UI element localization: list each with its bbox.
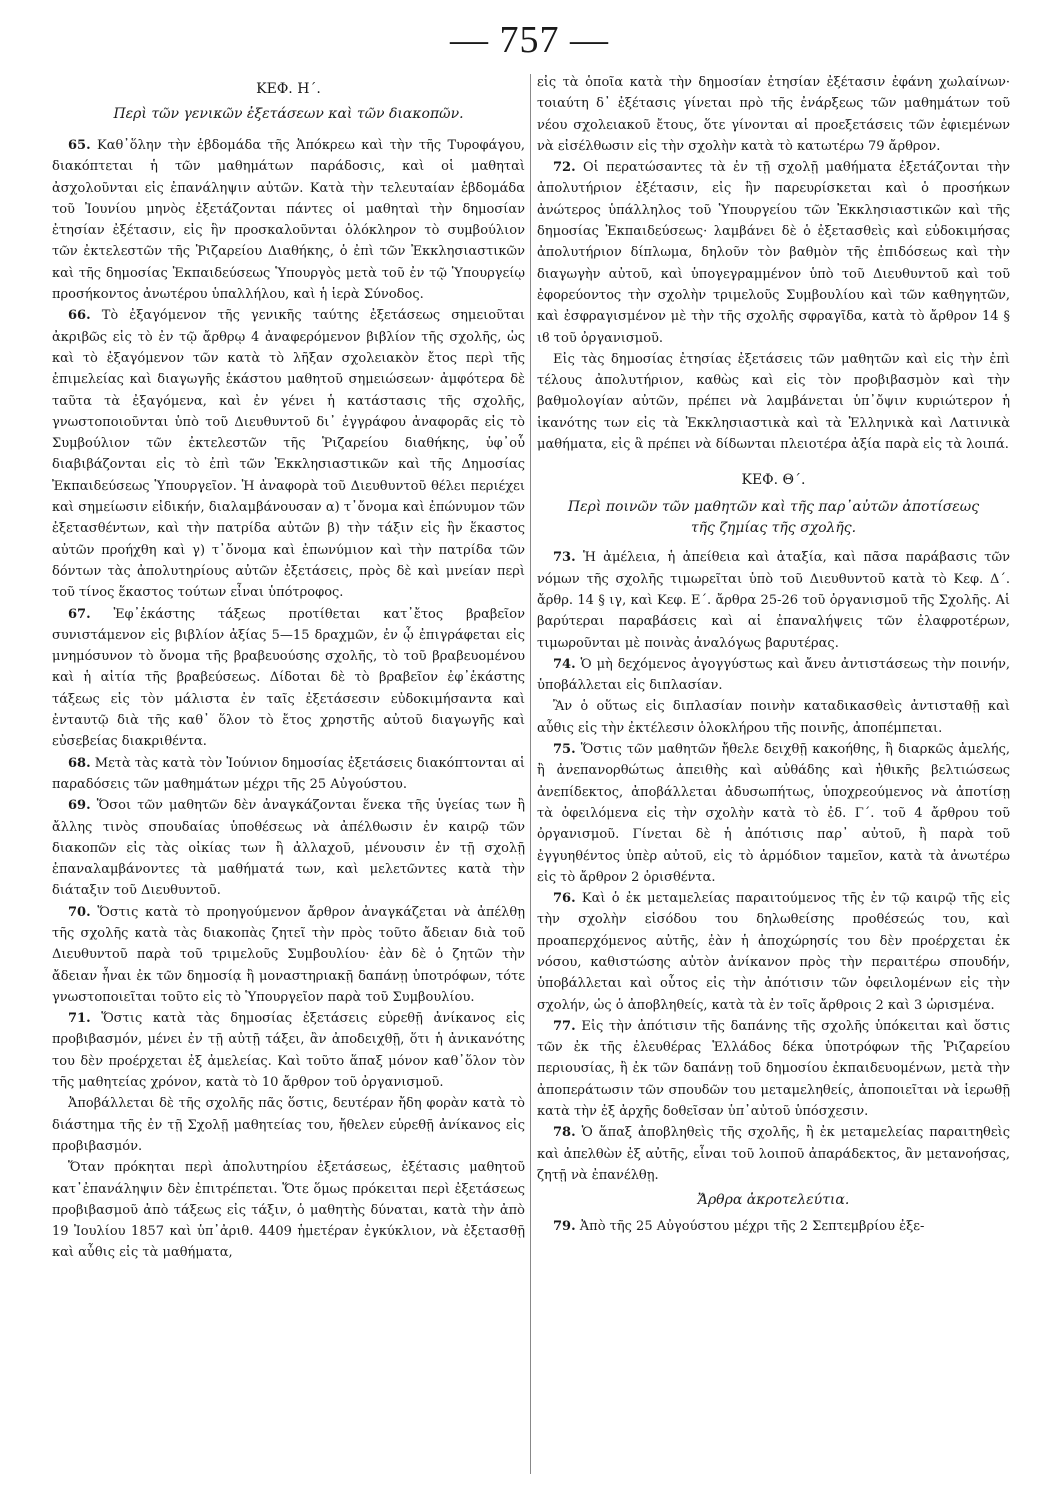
- paragraph-text: Μετὰ τὰς κατὰ τὸν Ἰούνιον δημοσίας ἐξετάσεις διακόπτονται αἱ παραδόσεις τῶν μαθημάτων μέχρι τῆς 25 Αὐγούστου.: [52, 755, 525, 792]
- paragraph: [52, 1008, 525, 1093]
- paragraph: [537, 654, 1010, 697]
- paragraph-text: Ὁ ἅπαξ ἀποβληθεὶς τῆς σχολῆς, ἢ ἐκ μεταμελείας παραιτηθεὶς καὶ ἀπελθὼν ἐξ αὐτῆς, εἶναι τοῦ λοιποῦ ἀπαράδεκτος, ἂν μετανοήσας, ζητῇ νὰ ἐπανέλθῃ.: [537, 1125, 1010, 1183]
- paragraph: [52, 902, 525, 1008]
- paragraph-text: Ὅστις τῶν μαθητῶν ἤθελε δειχθῇ κακοήθης, ἢ διαρκῶς ἀμελής, ἢ ἀνεπανορθώτως ἀπειθὴς καὶ αὐθάδης καὶ ἠθικῆς βελτιώσεως ἀνεπίδεκτος, ἀποβάλλεται ἀδυσωπήτως, ὑποχρεούμενος νὰ ἀποτίσῃ τὰ ὀφειλόμενα εἰς τὴν σχολὴν κατὰ τὸ ἐδ. Γ΄. τοῦ 4 ἄρθρου τοῦ ὀργανισμοῦ. Γίνεται δὲ ἡ ἀπότισις παρ᾽ αὐτοῦ, ἢ παρὰ τοῦ ἐγγυηθέντος ὑπὲρ αὐτοῦ, εἰς τὸ ἁρμόδιον ταμεῖον, κατὰ τὰ ἀνωτέρω εἰς τὸ ἄρθρον 2 ὁρισθέντα.: [537, 742, 1010, 885]
- column-divider: [530, 74, 531, 1474]
- paragraph: [52, 1093, 525, 1157]
- paragraph: [52, 795, 525, 901]
- paragraph-text: Ἂν ὁ οὕτως εἰς διπλασίαν ποινὴν καταδικασθεὶς ἀντισταθῇ καὶ αὖθις εἰς τὴν ἐκτέλεσιν ὁλοκλήρου τῆς ποινῆς, ἀποπέμπεται.: [537, 699, 1010, 736]
- paragraph: [537, 739, 1010, 888]
- paragraph-number: 79.: [553, 1219, 576, 1235]
- paragraph-text: Εἰς τὰς δημοσίας ἐτησίας ἐξετάσεις τῶν μαθητῶν καὶ εἰς τὴν ἐπὶ τέλους ἀπολυτήριον, καθὼς καὶ εἰς τὸν προβιβασμὸν καὶ τὴν βαθμολογίαν αὐτῶν, πρέπει νὰ λαμβάνεται ὑπ᾽ὄψιν κυριώτερον ἡ ἱκανότης των εἰς τὰ Ἐκκλησιαστικὰ καὶ τὰ Ἑλληνικὰ καὶ Λατινικὰ μαθήματα, εἰς ἃ πρέπει νὰ δίδωνται πλειοτέρα ἀξία παρὰ εἰς τὰ λοιπά.: [537, 351, 1010, 453]
- right-paragraphs-b: [537, 547, 1010, 1186]
- chapter-heading: ΚΕΦ. Η΄.: [256, 81, 321, 97]
- paragraph: [52, 753, 525, 796]
- paragraph: [52, 604, 525, 753]
- paragraph-text: Ὅσοι τῶν μαθητῶν δὲν ἀναγκάζονται ἕνεκα τῆς ὑγείας των ἢ ἄλλης τινὸς σπουδαίας ὑποθέσεως νὰ ἀπέλθωσιν ἐν καιρῷ τῶν διακοπῶν εἰς τὰς οἰκίας των ἢ ἀλλαχοῦ, μένουσιν ἐν τῇ σχολῇ ἐπαναλαμβάνοντες τὰ μαθήματά των, καὶ μελετῶντες κατὰ τὴν διάταξιν τοῦ Διευθυντοῦ.: [52, 798, 525, 899]
- paragraph: [52, 135, 525, 305]
- paragraph-number: 74.: [553, 656, 576, 672]
- chapter-title: Περὶ τῶν γενικῶν ἐξετάσεων καὶ τῶν διακοπῶν.: [113, 106, 464, 122]
- paragraph-text: Ἡ ἀμέλεια, ἡ ἀπείθεια καὶ ἀταξία, καὶ πᾶσα παράβασις τῶν νόμων τῆς σχολῆς τιμωρεῖται ὑπὸ τοῦ Διευθυντοῦ κατὰ τὸ Κεφ. Δ΄. ἄρθρ. 14 § ιγ, καὶ Κεφ. Ε΄. ἄρθρα 25-26 τοῦ ὀργανισμοῦ τῆς Σχολῆς. Αἱ βαρύτεραι παραβάσεις καὶ αἱ ἐπαναλήψεις τῶν ἐλαφροτέρων, τιμωροῦνται μὲ ποινὰς ἀναλόγως βαρυτέρας.: [537, 550, 1010, 651]
- paragraph-text: Οἱ περατώσαντες τὰ ἐν τῇ σχολῇ μαθήματα ἐξετάζονται τὴν ἀπολυτήριον ἐξέτασιν, εἰς ἣν παρευρίσκεται καὶ ὁ προσήκων ἀνώτερος ὑπάλληλος τοῦ Ὑπουργείου τῶν Ἐκκλησιαστικῶν καὶ τῆς δημοσίας Ἐκπαιδεύσεως· λαμβάνει δὲ ὁ ἐξετασθεὶς καὶ εὐδοκιμήσας ἀπολυτήριον δίπλωμα, δηλοῦν τὸν βαθμὸν τῆς ἐπιδόσεως καὶ τὴν διαγωγὴν αὐτοῦ, καὶ ὑπογεγραμμένον ὑπὸ τοῦ Διευθυντοῦ καὶ τοῦ ἐφορεύοντος τὴν σχολὴν τριμελοῦς Συμβουλίου καὶ τῶν καθηγητῶν, καὶ ἐσφραγισμένον μὲ τὴν τῆς σχολῆς σφραγῖδα, κατὰ τὸ ἄρθρον 14 § ιϐ τοῦ ὀργανισμοῦ.: [537, 160, 1010, 346]
- paragraph-text: Εἰς τὴν ἀπότισιν τῆς δαπάνης τῆς σχολῆς ὑπόκειται καὶ ὅστις τῶν ἐκ τῆς ἐλευθέρας Ἑλλάδος δέκα ὑποτρόφων τῆς Ῥιζαρείου περιουσίας, ἢ ἐκ τῶν δαπάνῃ τοῦ δημοσίου ἐκπαιδευομένων, μετὰ τὴν ἀποπεράτωσιν τῶν σπουδῶν του μεταμεληθείς, ἀποποιεῖται νὰ ἱερωθῇ κατὰ τὴν ἐξ ἀρχῆς δοθεῖσαν ὑπ᾽αὐτοῦ ὑπόσχεσιν.: [537, 1018, 1010, 1120]
- paragraph-number: 77.: [553, 1018, 576, 1034]
- paragraph-text: Ὅταν πρόκηται περὶ ἀπολυτηρίου ἐξετάσεως, ἐξέτασις μαθητοῦ κατ᾽ἐπανάληψιν δὲν ἐπιτρέπεται. Ὅτε ὅμως πρόκειται περὶ ἐξετάσεως προβιβασμοῦ ἀπὸ τάξεως εἰς τάξιν, ὁ μαθητὴς δύναται, κατὰ τὴν ἀπὸ 19 Ἰουλίου 1857 καὶ ὑπ᾽ἀριθ. 4409 ἡμετέραν ἐγκύκλιον, νὰ ἐξετασθῇ καὶ αὖθις εἰς τὰ μαθήματα,: [52, 1160, 525, 1261]
- paragraph-text: Ἐφ᾽ἑκάστης τάξεως προτίθεται κατ᾽ἔτος βραβεῖον συνιστάμενον εἰς βιβλίον ἀξίας 5—15 δραχμῶν, ἐν ᾧ ἐπιγράφεται εἰς μνημόσυνον τὸ ὄνομα τῆς βραβευούσης σχολῆς, τὸ τοῦ βραβευομένου καὶ ἡ αἰτία τῆς βραβεύσεως. Δίδοται δὲ τὸ βραβεῖον ἐφ᾽ἑκάστης τάξεως εἰς τὸν μάλιστα ἐν ταῖς ἐξετάσεσιν εὐδοκιμήσαντα καὶ ἐνταυτῷ διὰ τῆς καθ᾽ ὅλον τὸ ἔτος χρηστῆς αὐτοῦ διαγωγῆς καὶ εὐσεβείας διακριθέντα.: [52, 606, 525, 750]
- paragraph-text: Τὸ ἐξαγόμενον τῆς γενικῆς ταύτης ἐξετάσεως σημειοῦται ἀκριβῶς εἰς τὸ ἐν τῷ ἄρθρῳ 4 ἀναφερόμενον βιβλίον τῆς σχολῆς, ὡς καὶ τὸ ἐξαγόμενον τῶν κατὰ τὸ λῆξαν σχολειακὸν ἔτος περὶ τῆς ἐπιμελείας καὶ διαγωγῆς ἑκάστου μαθητοῦ σημειώσεων· ἀμφότερα δὲ ταῦτα τὰ ἐξαγόμενα, καὶ ἐν γένει ἡ κατάστασις τῆς σχολῆς, γνωστοποιοῦνται ὑπὸ τοῦ Διευθυντοῦ δι᾽ ἐγγράφου ἀναφορᾶς εἰς τὸ Συμβούλιον τῶν ἐκτελεστῶν τῆς Ῥιζαρείου διαθήκης, ὑφ᾽οὗ διαβιβάζονται εἰς τὸ ἐπὶ τῶν Ἐκκλησιαστικῶν καὶ τῆς Δημοσίας Ἐκπαιδεύσεως Ὑπουργεῖον. Ἡ ἀναφορὰ τοῦ Διευθυντοῦ θέλει περιέχει καὶ σημείωσιν εἰδικήν, διαλαμβάνουσαν α) τ᾽ὄνομα καὶ ἐπώνυμον τῶν ἐξετασθέντων, καὶ τὴν πατρίδα αὐτῶν β) τὴν τάξιν εἰς ἣν ἕκαστος αὐτῶν προήχθη καὶ γ) τ᾽ὄνομα καὶ ἐπωνύμιον καὶ τὴν πατρίδα τῶν δόντων τὰς ἀπολυτηρίους αὐτῶν ἐξετάσεις, πρὸς δὲ καὶ μνείαν περὶ τοῦ τίνος ἕκαστος τούτων εἶναι ὑπότροφος.: [52, 308, 525, 601]
- paragraph-number: 65.: [68, 138, 91, 153]
- paragraph: [537, 696, 1010, 739]
- paragraph: [52, 305, 525, 603]
- paragraph-text: Καὶ ὁ ἐκ μεταμελείας παραιτούμενος τῆς ἐν τῷ καιρῷ τῆς εἰς τὴν σχολὴν εἰσόδου του δηλωθείσης προθέσεώς του, καὶ προαπερχόμενος αὐτῆς, ἐὰν ἡ ἀποχώρησίς του δὲν προέρχεται ἐκ νόσου, καθιστώσης αὐτὸν ἀνίκανον πρὸς τὴν περαιτέρω σπουδήν, ὑποβάλλεται καὶ οὗτος εἰς τὴν ἀπότισιν τῶν ὀφειλομένων εἰς τὴν σχολήν, ὡς ὁ ἀποβληθείς, κατὰ τὰ ἐν τοῖς ἄρθροις 2 καὶ 3 ὡρισμένα.: [537, 891, 1010, 1013]
- paragraph-number: 75.: [553, 742, 576, 758]
- left-paragraphs: [52, 135, 525, 1264]
- paragraph-number: 78.: [553, 1125, 576, 1141]
- paragraph: [537, 349, 1010, 455]
- final-articles-title: Ἄρθρα ἀκροτελεύτια.: [697, 1192, 850, 1209]
- paragraph-number: 76.: [553, 891, 576, 907]
- paragraph: [537, 547, 1010, 653]
- paragraph-number: 68.: [68, 755, 91, 771]
- page-number: — 757 —: [450, 19, 609, 61]
- chapter-heading-2: ΚΕΦ. Θ΄.: [741, 472, 806, 489]
- paragraph-text: Ὁ μὴ δεχόμενος ἀγογγύστως καὶ ἄνευ ἀντιστάσεως τὴν ποινήν, ὑποβάλλεται εἰς διπλασίαν.: [537, 656, 1010, 694]
- paragraph-text: Ὅστις κατὰ τὰς δημοσίας ἐξετάσεις εὑρεθῇ ἀνίκανος εἰς προβιβασμόν, μένει ἐν τῇ αὐτῇ τάξει, ἂν ἀποδειχθῇ, ὅτι ἡ ἀνικανότης του δὲν προέρχεται ἐξ ἀμελείας. Καὶ τοῦτο ἅπαξ μόνον καθ᾽ὅλον τὸν τῆς μαθητείας χρόνον, κατὰ τὸ 10 ἄρθρον τοῦ ὀργανισμοῦ.: [52, 1011, 525, 1091]
- paragraph-text: Ἀπὸ τῆς 25 Αὐγούστου μέχρι τῆς 2 Σεπτεμβρίου ἐξε-: [579, 1219, 925, 1235]
- paragraph-number: 69.: [68, 798, 91, 814]
- paragraph-text: Ἀποβάλλεται δὲ τῆς σχολῆς πᾶς ὅστις, δευτέραν ἤδη φορὰν κατὰ τὸ διάστημα τῆς ἐν τῇ Σχολῇ μαθητείας του, ἤθελεν εὑρεθῇ ἀνίκανος εἰς προβιβασμόν.: [52, 1096, 525, 1154]
- paragraph-text: Ὅστις κατὰ τὸ προηγούμενον ἄρθρον ἀναγκάζεται νὰ ἀπέλθῃ τῆς σχολῆς κατὰ τὰς διακοπὰς ζητεῖ τὴν πρὸς τοῦτο ἄδειαν διὰ τοῦ Διευθυντοῦ παρὰ τοῦ τριμελοῦς Συμβουλίου· ἐὰν δὲ ὁ ζητῶν τὴν ἄδειαν ἦναι ἐκ τῶν δημοσίᾳ ἢ μοναστηριακῇ δαπάνῃ ὑποτρόφων, τότε γνωστοποιεῖται τοῦτο εἰς τὸ Ὑπουργεῖον παρὰ τοῦ Συμβουλίου.: [52, 904, 525, 1005]
- paragraph: [537, 1122, 1010, 1186]
- paragraph-number: 67.: [68, 606, 91, 622]
- paragraph: [537, 888, 1010, 1016]
- paragraph-number: 66.: [68, 308, 91, 324]
- paragraph-number: 73.: [553, 550, 576, 566]
- paragraph: [537, 1016, 1010, 1122]
- paragraph-text: Καθ᾽ὅλην τὴν ἑβδομάδα τῆς Ἀπόκρεω καὶ τὴν τῆς Τυροφάγου, διακόπτεται ἡ τῶν μαθημάτων παράδοσις, καὶ οἱ μαθηταὶ ἀσχολοῦνται εἰς ἐπανάληψιν αὐτῶν. Κατὰ τὴν τελευταίαν ἑβδομάδα τοῦ Ἰουνίου μηνὸς ἐξετάζονται πάντες οἱ μαθηταὶ τὴν δημοσίαν ἐτησίαν ἐξέτασιν, εἰς ἣν προσκαλοῦνται ὁλόκληρον τὸ συμβούλιον τῶν ἐκτελεστῶν τῆς Ῥιζαρείου Διαθήκης, ὁ ἐπὶ τῶν Ἐκκλησιαστικῶν καὶ τῆς δημοσίας Ἐκπαιδεύσεως Ὑπουργὸς μετὰ τοῦ ἐν τῷ Ὑπουργείῳ προσήκοντος ἀνωτέρου ὑπαλλήλου, καὶ ἡ ἱερὰ Σύνοδος.: [52, 138, 525, 303]
- right-column: [537, 72, 1010, 1238]
- left-column: [52, 72, 525, 1264]
- continuation-paragraph: εἰς τὰ ὁποῖα κατὰ τὴν δημοσίαν ἐτησίαν ἐξέτασιν ἐφάνη χωλαίνων· τοιαύτη δ᾽ ἐξέτασις γίνεται πρὸ τῆς ἐνάρξεως τῶν μαθημάτων τοῦ νέου σχολειακοῦ ἔτους, ὅτε γίνονται αἱ προεξετάσεις τῶν ἐφιεμένων νὰ εἰσέλθωσιν εἰς τὴν σχολὴν κατὰ τὸ κατωτέρω 79 ἄρθρον.: [537, 75, 1010, 154]
- paragraph-number: 71.: [68, 1011, 91, 1027]
- paragraph-number: 72.: [553, 160, 576, 176]
- paragraph: [537, 1216, 1010, 1237]
- paragraph-number: 70.: [68, 904, 91, 920]
- paragraph: [52, 1157, 525, 1263]
- chapter-title-2-line-1: Περὶ ποινῶν τῶν μαθητῶν καὶ τῆς παρ᾽αὐτῶν ἀποτίσεως: [567, 499, 980, 516]
- paragraph: [537, 157, 1010, 349]
- chapter-title-2-line-2: τῆς ζημίας τῆς σχολῆς.: [690, 520, 857, 537]
- right-paragraphs-a: [537, 157, 1010, 455]
